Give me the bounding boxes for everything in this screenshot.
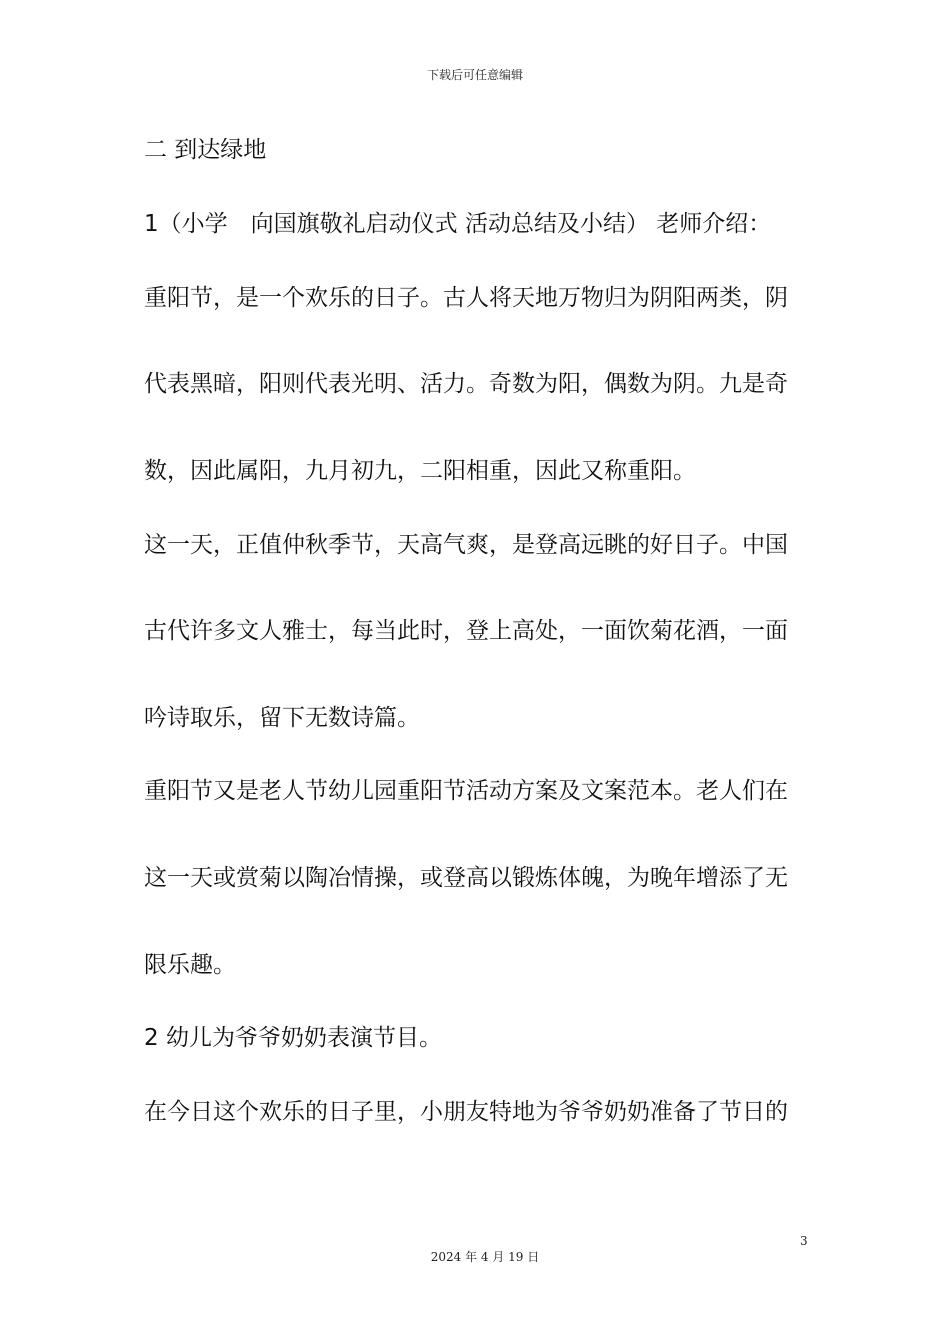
page-number: 3 bbox=[800, 1234, 808, 1248]
paragraph-line: 重阳节又是老人节幼儿园重阳节活动方案及文案范本。老人们在 bbox=[144, 778, 788, 804]
item-heading-1: 1（小学 向国旗敬礼启动仪式 活动总结及小结） 老师介绍： bbox=[144, 211, 772, 237]
paragraph-line: 这一天或赏菊以陶冶情操，或登高以锻炼体魄，为晚年增添了无 bbox=[144, 865, 788, 891]
section-heading: 二 到达绿地 bbox=[144, 137, 267, 163]
header-note: 下载后可任意编辑 bbox=[426, 68, 523, 82]
footer-date: 2024 年 4 月 19 日 bbox=[430, 1250, 540, 1264]
paragraph-line: 限乐趣。 bbox=[144, 952, 236, 978]
item-heading-2: 2 幼儿为爷爷奶奶表演节目。 bbox=[144, 1025, 442, 1051]
paragraph-line: 这一天，正值仲秋季节，天高气爽，是登高远眺的好日子。中国 bbox=[144, 532, 788, 558]
paragraph-line: 吟诗取乐，留下无数诗篇。 bbox=[144, 705, 420, 731]
paragraph-line: 古代许多文人雅士，每当此时，登上高处，一面饮菊花酒，一面 bbox=[144, 618, 788, 644]
paragraph-line: 代表黑暗，阳则代表光明、活力。奇数为阳，偶数为阴。九是奇 bbox=[144, 371, 788, 397]
paragraph-line: 在今日这个欢乐的日子里，小朋友特地为爷爷奶奶准备了节日的 bbox=[144, 1099, 788, 1125]
paragraph-line: 数，因此属阳，九月初九，二阳相重，因此又称重阳。 bbox=[144, 458, 696, 484]
paragraph-line: 重阳节，是一个欢乐的日子。古人将天地万物归为阴阳两类，阴 bbox=[144, 285, 788, 311]
